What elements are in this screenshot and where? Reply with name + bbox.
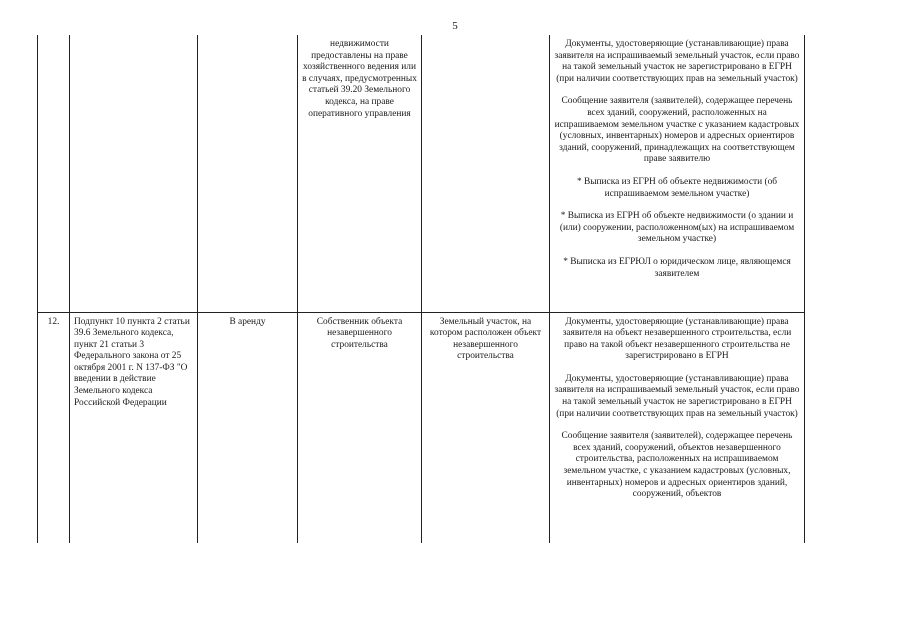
document-item: Документы, удостоверяющие (устанавливающие) права заявителя на объект незавершенного строительства, если право на такой объект незавершенного строительства не зарегистрировано в ЕГРН xyxy=(562,316,792,362)
provision-type: В аренду xyxy=(198,312,298,543)
row-number: 12. xyxy=(38,312,70,543)
land-plot xyxy=(422,35,550,312)
document-item: Документы, удостоверяющие (устанавливающие) права заявителя на испрашиваемый земельный участок, если право на такой земельный участок не зарегистрировано в ЕГРН (при наличии соответствующих прав на земельный участок) xyxy=(554,373,800,419)
provision-type xyxy=(198,35,298,312)
table-row xyxy=(38,312,805,543)
land-plot: Земельный участок, на котором расположен объект незавершенного строительства xyxy=(422,312,550,543)
table-row xyxy=(38,35,805,312)
applicant: Собственник объекта незавершенного строительства xyxy=(298,312,422,543)
legal-basis xyxy=(70,35,198,312)
page-number: 5 xyxy=(452,20,458,32)
document-item: * Выписка из ЕГРЮЛ о юридическом лице, являющемся заявителем xyxy=(563,256,791,279)
legal-basis: Подпункт 10 пункта 2 статьи 39.6 Земельного кодекса, пункт 21 статьи 3 Федерального закона от 25 октября 2001 г. N 137-ФЗ "О введении в действие Земельного кодекса Российской Федерации xyxy=(70,312,198,543)
document-item: Сообщение заявителя (заявителей), содержащее перечень всех зданий, сооружений, объектов незавершенного строительства, расположенных на испрашиваемом земельном участке, с указанием кадастровых (условных, инвентарных) номеров и адресных ориентиров зданий, сооружений, объектов xyxy=(561,431,793,500)
applicant: недвижимости предоставлены на праве хозяйственного ведения или в случаях, предусмотренных статьей 39.20 Земельного кодекса, на праве оперативного управления xyxy=(298,35,422,312)
document-item: * Выписка из ЕГРН об объекте недвижимости (о здании и (или) сооружении, расположенном(ых) на испрашиваемом земельном участке) xyxy=(559,211,795,245)
required-documents xyxy=(550,312,805,543)
document-item: Документы, удостоверяющие (устанавливающие) права заявителя на испрашиваемый земельный участок, если право на такой земельный участок не зарегистрировано в ЕГРН (при наличии соответствующих прав на земельный участок) xyxy=(554,39,800,84)
required-documents xyxy=(550,35,805,312)
document-item: * Выписка из ЕГРН об объекте недвижимости (об испрашиваемом земельном участке) xyxy=(576,176,778,199)
documents-table xyxy=(37,35,805,543)
row-number xyxy=(38,35,70,312)
document-item: Сообщение заявителя (заявителей), содержащее перечень всех зданий, сооружений, расположенных на испрашиваемом земельном участке с указанием кадастровых (условных, инвентарных) номеров и адресных ориентиров зданий, сооружений, принадлежащих на соответствующем праве заявителю xyxy=(554,96,800,165)
